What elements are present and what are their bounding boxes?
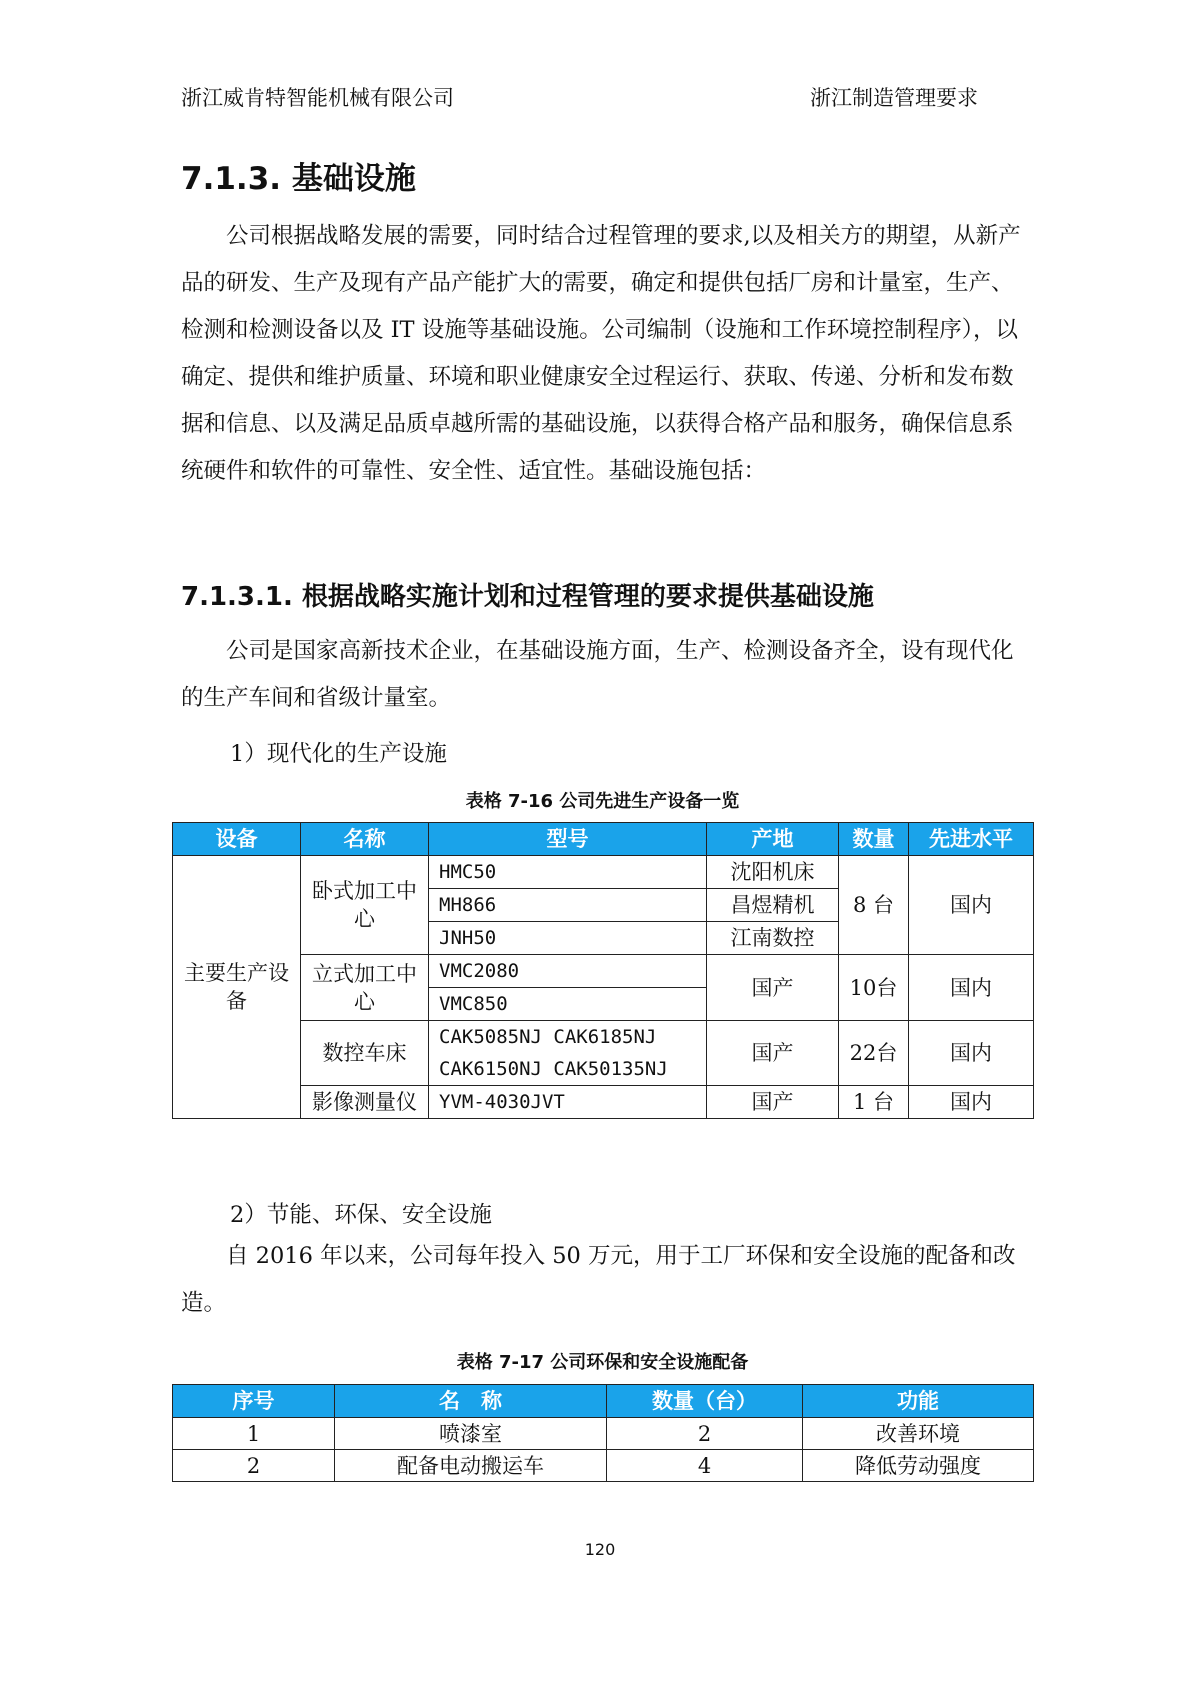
- header-doc-title: 浙江制造管理要求: [810, 86, 978, 110]
- model-cell: VMC2080: [429, 955, 707, 988]
- model-cell: JNH50: [429, 922, 707, 955]
- level-cell: 国内: [909, 856, 1034, 955]
- equipment-name: 立式加工中心: [301, 955, 429, 1021]
- category-cell: 主要生产设备: [173, 856, 301, 1119]
- col-header-origin: 产地: [707, 823, 839, 856]
- paragraph-infrastructure: 公司根据战略发展的需要，同时结合过程管理的要求,以及相关方的期望，从新产品的研发、生产及现有产品产能扩大的需要，确定和提供包括厂房和计量室，生产、检测和检测设备以及 IT 设施等基础设施。公司编制（设施和工作环境控制程序），以确定、提供和维护质量、环境和职业健康安全过程运行、获取、传递、分析和发布数据和信息、以及满足品质卓越所需的基础设施，以获得合格产品和服务，确保信息系统硬件和软件的可靠性、安全性、适宜性。基础设施包括：: [181, 223, 1021, 484]
- safety-facilities-table: [172, 1384, 1034, 1482]
- level-cell: 国内: [909, 1086, 1034, 1119]
- origin-cell: 昌煜精机: [707, 889, 839, 922]
- table1-caption: 表格 7-16 公司先进生产设备一览: [465, 791, 740, 812]
- level-cell: 国内: [909, 955, 1034, 1021]
- page-number: 120: [584, 1540, 616, 1559]
- item-production-facilities: 1）现代化的生产设施: [230, 741, 447, 767]
- col-header-quantity: 数量: [839, 823, 909, 856]
- table2-caption: 表格 7-17 公司环保和安全设施配备: [456, 1352, 749, 1373]
- equipment-table: [172, 822, 1034, 1119]
- col-header-quantity: 数量（台）: [607, 1385, 803, 1418]
- equipment-name: 数控车床: [301, 1021, 429, 1086]
- col-header-index: 序号: [173, 1385, 335, 1418]
- col-header-name: 名称: [301, 823, 429, 856]
- origin-cell: 国产: [707, 955, 839, 1021]
- function-cell: 改善环境: [803, 1418, 1034, 1450]
- origin-cell: 国产: [707, 1086, 839, 1119]
- table-row: [173, 856, 1034, 889]
- paragraph-company-intro: 公司是国家高新技术企业，在基础设施方面，生产、检测设备齐全，设有现代化的生产车间和省级计量室。: [181, 638, 1014, 711]
- index-cell: 2: [173, 1450, 335, 1482]
- origin-cell: 国产: [707, 1021, 839, 1086]
- table-row: [173, 1021, 1034, 1054]
- col-header-level: 先进水平: [909, 823, 1034, 856]
- level-cell: 国内: [909, 1021, 1034, 1086]
- equipment-name: 影像测量仪: [301, 1086, 429, 1119]
- origin-cell: 沈阳机床: [707, 856, 839, 889]
- quantity-cell: 4: [607, 1450, 803, 1482]
- origin-cell: 江南数控: [707, 922, 839, 955]
- name-cell: 喷漆室: [335, 1418, 607, 1450]
- name-cell: 配备电动搬运车: [335, 1450, 607, 1482]
- model-cell: VMC850: [429, 988, 707, 1021]
- table-row: [173, 955, 1034, 988]
- quantity-cell: 2: [607, 1418, 803, 1450]
- table-row: [173, 1450, 1034, 1482]
- header-company: 浙江威肯特智能机械有限公司: [181, 86, 454, 110]
- table-header-row: [173, 823, 1034, 856]
- item-safety-facilities: 2）节能、环保、安全设施: [230, 1202, 492, 1228]
- quantity-cell: 22台: [839, 1021, 909, 1086]
- quantity-cell: 10台: [839, 955, 909, 1021]
- col-header-function: 功能: [803, 1385, 1034, 1418]
- subsection-title: 7.1.3.1. 根据战略实施计划和过程管理的要求提供基础设施: [181, 582, 874, 612]
- table-row: [173, 1418, 1034, 1450]
- index-cell: 1: [173, 1418, 335, 1450]
- model-cell: MH866: [429, 889, 707, 922]
- paragraph-investment: 自 2016 年以来，公司每年投入 50 万元，用于工厂环保和安全设施的配备和改造。: [181, 1243, 1016, 1316]
- section-title: 7.1.3. 基础设施: [181, 161, 416, 197]
- quantity-cell: 8 台: [839, 856, 909, 955]
- col-header-name: 名 称: [335, 1385, 607, 1418]
- equipment-name: 卧式加工中心: [301, 856, 429, 955]
- table-header-row: [173, 1385, 1034, 1418]
- model-cell: YVM-4030JVT: [429, 1086, 707, 1119]
- function-cell: 降低劳动强度: [803, 1450, 1034, 1482]
- model-cell: CAK5085NJ CAK6185NJ: [429, 1021, 707, 1054]
- col-header-equipment: 设备: [173, 823, 301, 856]
- model-cell: HMC50: [429, 856, 707, 889]
- quantity-cell: 1 台: [839, 1086, 909, 1119]
- col-header-model: 型号: [429, 823, 707, 856]
- model-cell: CAK6150NJ CAK50135NJ: [429, 1053, 707, 1086]
